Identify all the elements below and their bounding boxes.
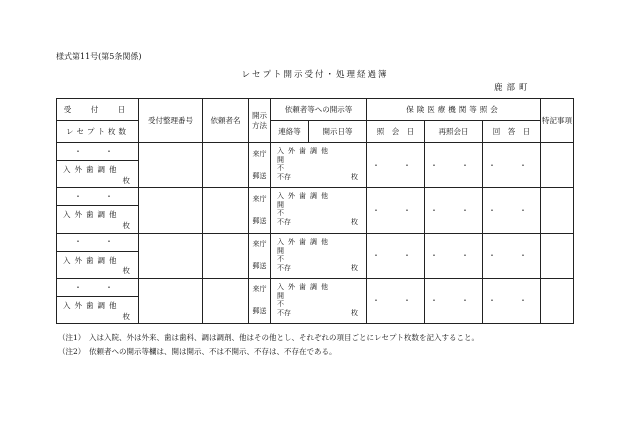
document-title: レセプト開示受付・処理経過簿 (241, 70, 389, 80)
method-cell: 来庁 郵送 (249, 278, 271, 323)
inquiry-date-cell: ・ ・ (367, 233, 425, 278)
header-remarks: 特記事項 (541, 99, 574, 143)
registration-number-cell (139, 233, 203, 278)
header-answer-date: 回 答 日 (483, 121, 541, 143)
disclosure-cell: 入外歯調他 開 不 不存 枚 (271, 233, 367, 278)
receipt-count-cell: 入外歯調他 枚 (57, 251, 139, 278)
reinquiry-date-cell: ・ ・ (425, 188, 483, 233)
header-receipt-count: レセプト枚数 (57, 121, 139, 143)
receipt-date-cell: ・ ・ (57, 143, 139, 161)
inquiry-date-cell: ・ ・ (367, 143, 425, 188)
answer-date-cell: ・ ・ (483, 278, 541, 323)
method-cell: 来庁 郵送 (249, 188, 271, 233)
disclosure-cell: 入外歯調他 開 不 不存 枚 (271, 278, 367, 323)
registration-number-cell (139, 188, 203, 233)
requester-name-cell (203, 233, 249, 278)
registration-number-cell (139, 143, 203, 188)
answer-date-cell: ・ ・ (483, 233, 541, 278)
header-inquiry-date: 照 会 日 (367, 121, 425, 143)
header-disclosure-group: 依頼者等への開示等 (271, 99, 367, 121)
receipt-count-cell: 入外歯調他 枚 (57, 206, 139, 233)
header-requester-name: 依頼者名 (203, 99, 249, 143)
remarks-cell (541, 188, 574, 233)
register-table (56, 98, 574, 324)
receipt-count-cell: 入外歯調他 枚 (57, 161, 139, 188)
note-1: （注1） 入は入院、外は外来、歯は歯科、調は調剤、他はその他とし、それぞれの項目ごとにレセプト枚数を記入すること。 (58, 333, 480, 342)
requester-name-cell (203, 143, 249, 188)
remarks-cell (541, 233, 574, 278)
receipt-count-cell: 入外歯調他 枚 (57, 296, 139, 323)
requester-name-cell (203, 188, 249, 233)
answer-date-cell: ・ ・ (483, 188, 541, 233)
remarks-cell (541, 278, 574, 323)
registration-number-cell (139, 278, 203, 323)
form-number: 様式第11号(第5条関係) (56, 52, 142, 61)
inquiry-date-cell: ・ ・ (367, 188, 425, 233)
remarks-cell (541, 143, 574, 188)
requester-name-cell (203, 278, 249, 323)
header-reinquiry-date: 再照会日 (425, 121, 483, 143)
header-disclosure-method: 開示 方法 (249, 99, 271, 143)
answer-date-cell: ・ ・ (483, 143, 541, 188)
receipt-date-cell: ・ ・ (57, 188, 139, 206)
header-inquiry-group: 保険医療機関等照会 (367, 99, 541, 121)
receipt-date-cell: ・ ・ (57, 278, 139, 296)
method-cell: 来庁 郵送 (249, 233, 271, 278)
note-2: （注2） 依頼者への開示等欄は、開は開示、不は不開示、不存は、不存在である。 (58, 347, 337, 356)
reinquiry-date-cell: ・ ・ (425, 143, 483, 188)
header-registration-number: 受付整理番号 (139, 99, 203, 143)
municipality-name: 鹿部町 (494, 83, 532, 93)
disclosure-cell: 入外歯調他 開 不 不存 枚 (271, 188, 367, 233)
receipt-date-cell: ・ ・ (57, 233, 139, 251)
inquiry-date-cell: ・ ・ (367, 278, 425, 323)
header-contact: 連絡等 (271, 121, 309, 143)
header-disclosure-date: 開示日等 (309, 121, 367, 143)
reinquiry-date-cell: ・ ・ (425, 278, 483, 323)
header-receipt-date: 受 付 日 (57, 99, 139, 121)
reinquiry-date-cell: ・ ・ (425, 233, 483, 278)
method-cell: 来庁 郵送 (249, 143, 271, 188)
disclosure-cell: 入外歯調他 開 不 不存 枚 (271, 143, 367, 188)
